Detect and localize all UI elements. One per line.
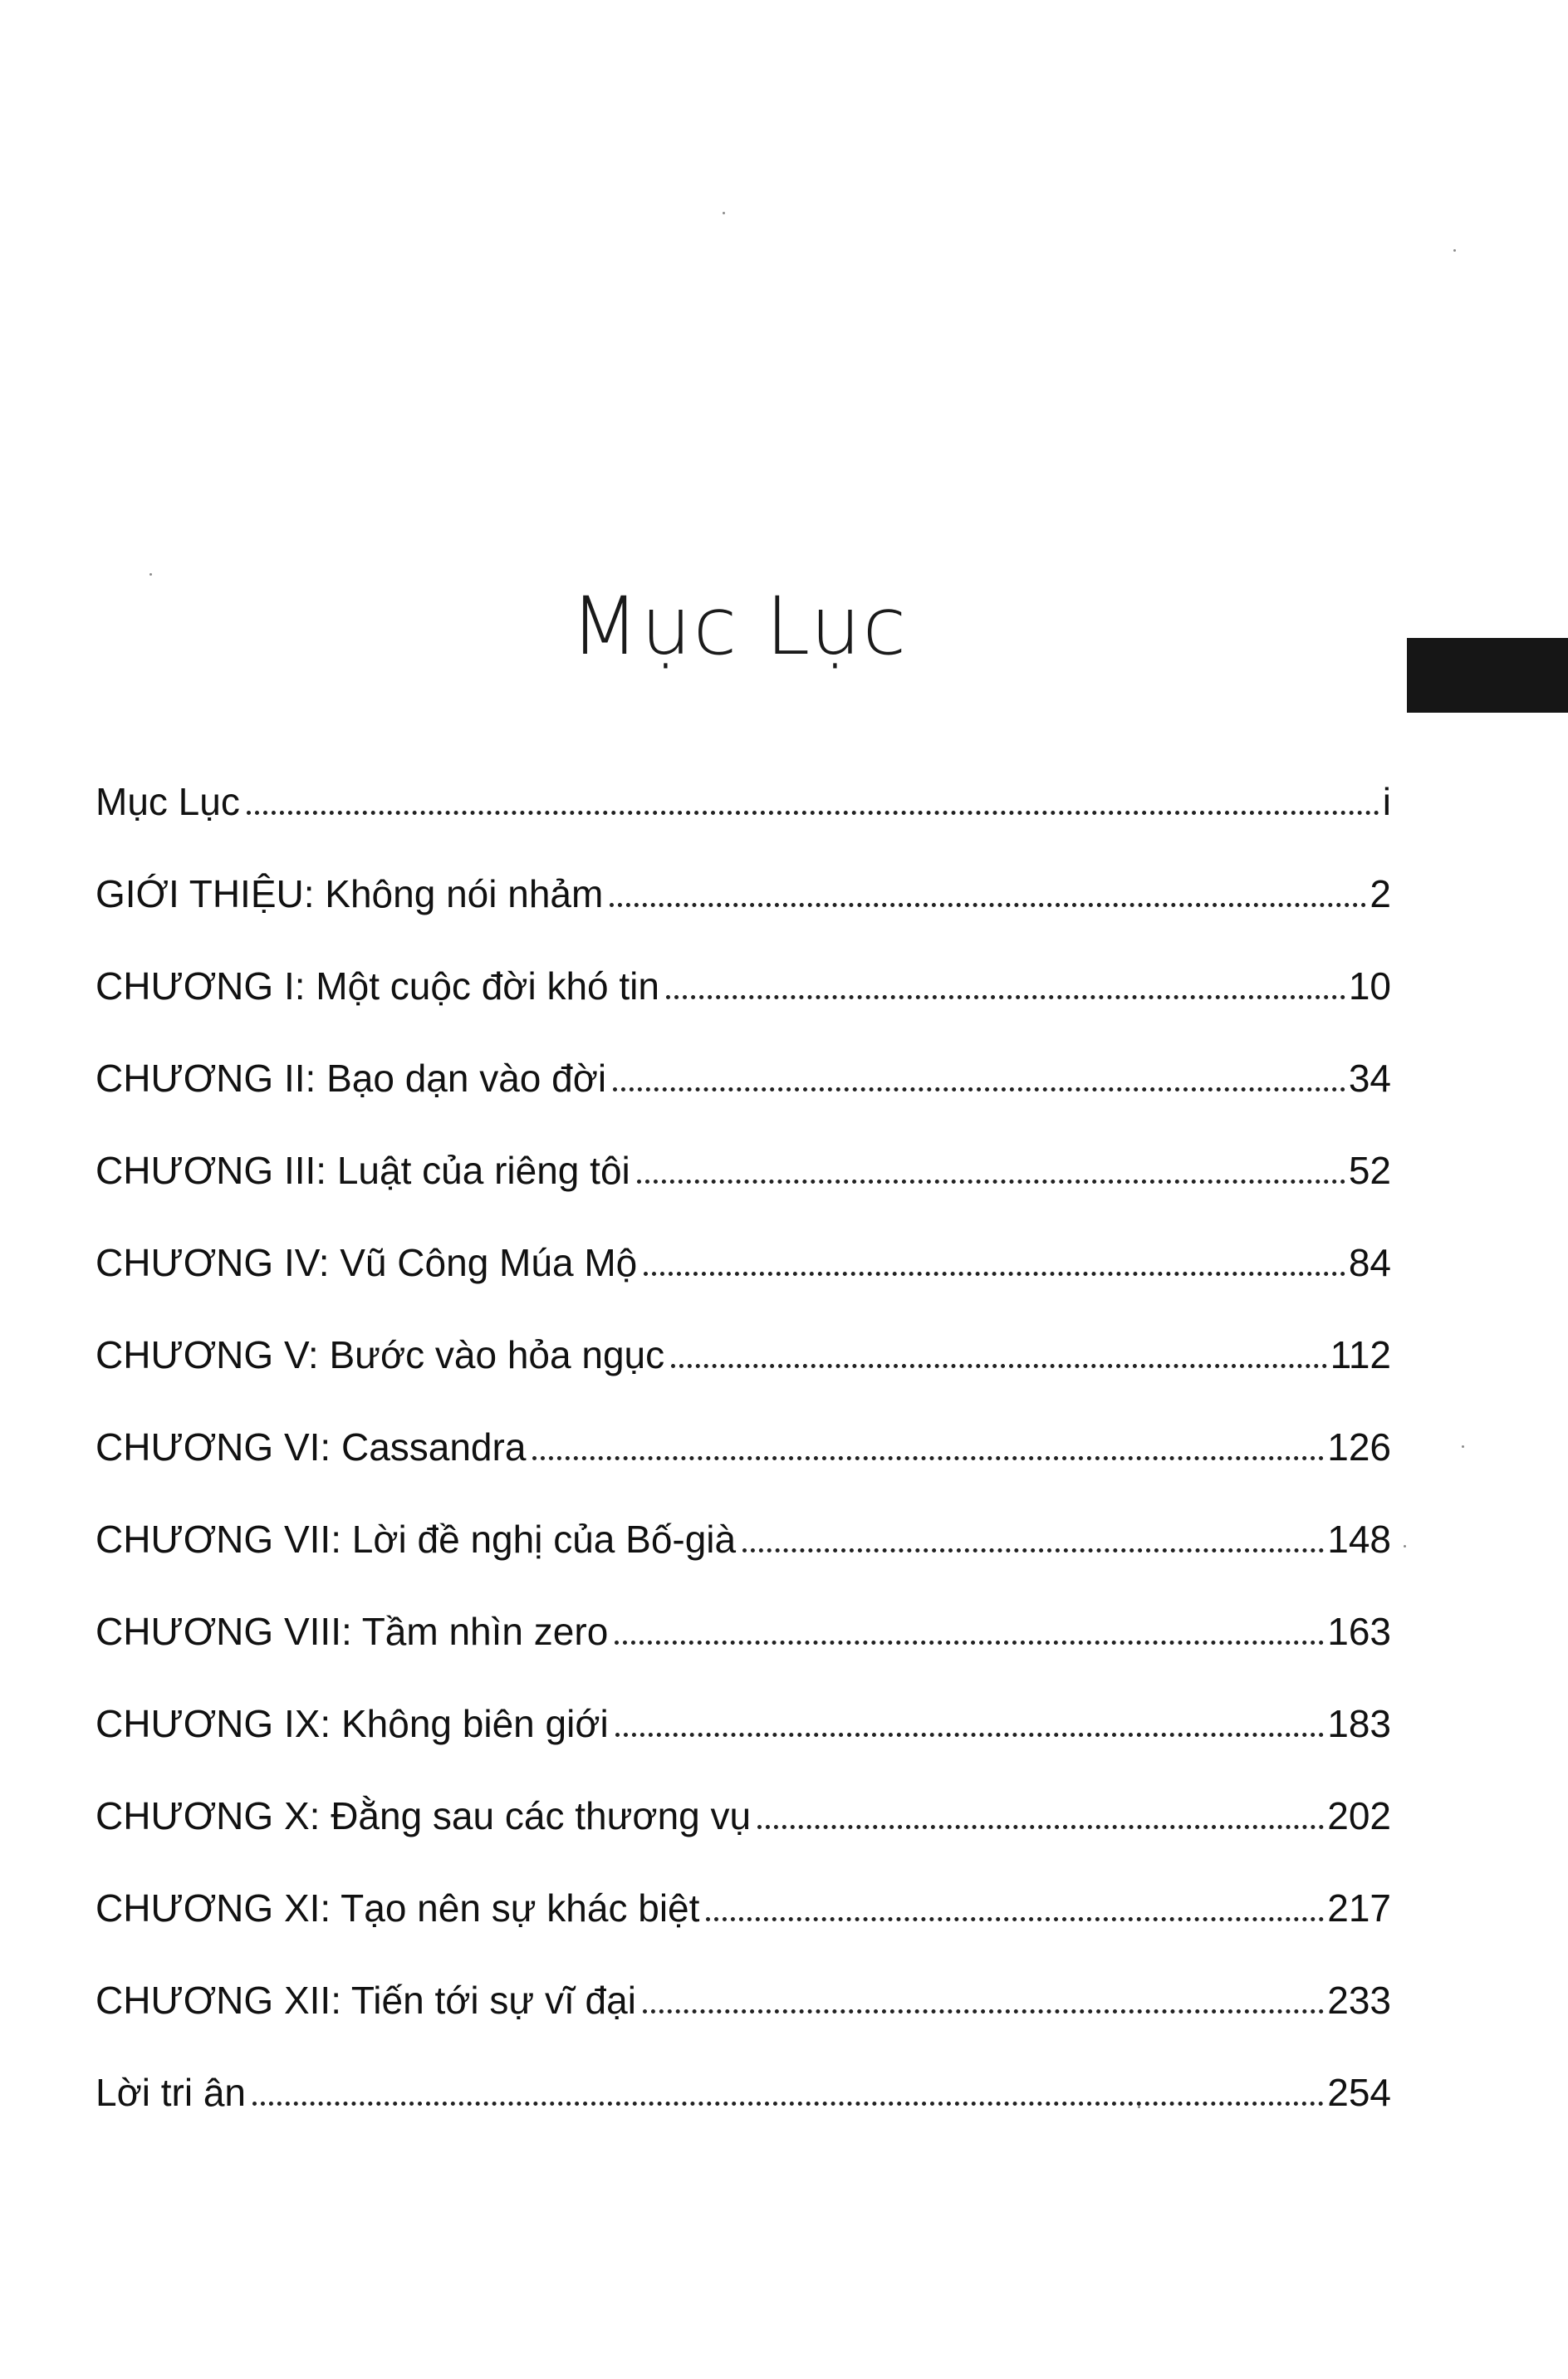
- toc-entry-chapter-5[interactable]: [96, 1309, 1391, 1401]
- toc-entry-label: CHƯƠNG II: Bạo dạn vào đời: [96, 1057, 607, 1100]
- toc-entry-contents[interactable]: [96, 756, 1391, 848]
- toc-entry-page: 217: [1327, 1886, 1391, 1930]
- dot-leader: [615, 1733, 1325, 1737]
- toc-entry-chapter-8[interactable]: [96, 1586, 1391, 1678]
- scan-speck: [723, 212, 725, 214]
- toc-entry-label: GIỚI THIỆU: Không nói nhảm: [96, 872, 604, 915]
- toc-entry-page: 52: [1348, 1149, 1391, 1192]
- toc-entry-chapter-10[interactable]: [96, 1770, 1391, 1862]
- toc-entry-chapter-1[interactable]: [96, 940, 1391, 1033]
- toc-entry-page: 2: [1370, 872, 1391, 915]
- toc-entry-chapter-4[interactable]: [96, 1217, 1391, 1309]
- scan-speck: [1138, 2106, 1140, 2108]
- toc-entry-chapter-11[interactable]: [96, 1862, 1391, 1955]
- toc-entry-page: 10: [1348, 964, 1391, 1008]
- toc-entry-acknowledgements[interactable]: [96, 2047, 1391, 2139]
- dot-leader: [613, 1087, 1345, 1091]
- toc-entry-label: CHƯƠNG IX: Không biên giới: [96, 1702, 609, 1745]
- toc-entry-label: CHƯƠNG III: Luật của riêng tôi: [96, 1149, 630, 1192]
- dot-leader: [666, 995, 1345, 999]
- dot-leader: [757, 1825, 1324, 1829]
- toc-entry-page: 254: [1327, 2071, 1391, 2114]
- dot-leader: [532, 1456, 1324, 1460]
- toc-entry-page: 148: [1327, 1518, 1391, 1561]
- scan-speck: [1453, 249, 1456, 252]
- toc-entry-page: 84: [1348, 1241, 1391, 1284]
- toc-entry-label: CHƯƠNG VI: Cassandra: [96, 1425, 527, 1469]
- toc-entry-label: CHƯƠNG XII: Tiến tới sự vĩ đại: [96, 1979, 636, 2022]
- dot-leader: [615, 1641, 1324, 1645]
- toc-entry-label: CHƯƠNG V: Bước vào hỏa ngục: [96, 1333, 665, 1376]
- toc-entry-page: 183: [1327, 1702, 1391, 1745]
- dot-leader: [252, 2102, 1324, 2106]
- table-of-contents: [96, 756, 1391, 2139]
- toc-entry-label: CHƯƠNG X: Đằng sau các thương vụ: [96, 1794, 752, 1837]
- toc-entry-page: 126: [1327, 1425, 1391, 1469]
- toc-entry-label: CHƯƠNG VII: Lời đề nghị của Bố-già: [96, 1518, 737, 1561]
- toc-entry-page: 34: [1348, 1057, 1391, 1100]
- toc-entry-label: CHƯƠNG I: Một cuộc đời khó tin: [96, 964, 659, 1008]
- toc-entry-label: Lời tri ân: [96, 2071, 247, 2114]
- toc-entry-page: 163: [1327, 1610, 1391, 1653]
- toc-entry-label: CHƯƠNG VIII: Tầm nhìn zero: [96, 1610, 609, 1653]
- dot-leader: [637, 1180, 1345, 1184]
- toc-entry-page: 112: [1330, 1333, 1391, 1376]
- toc-entry-chapter-6[interactable]: [96, 1401, 1391, 1494]
- toc-entry-chapter-2[interactable]: [96, 1033, 1391, 1125]
- scan-speck: [149, 573, 152, 576]
- dot-leader: [247, 811, 1379, 815]
- toc-entry-chapter-7[interactable]: [96, 1494, 1391, 1586]
- dot-leader: [610, 903, 1366, 907]
- toc-entry-page: 233: [1327, 1979, 1391, 2022]
- toc-entry-page: 202: [1327, 1794, 1391, 1837]
- toc-entry-chapter-12[interactable]: [96, 1955, 1391, 2047]
- toc-entry-page: i: [1382, 780, 1391, 823]
- toc-entry-label: CHƯƠNG IV: Vũ Công Múa Mộ: [96, 1241, 638, 1284]
- dot-leader: [644, 1272, 1345, 1276]
- toc-entry-label: CHƯƠNG XI: Tạo nên sự khác biệt: [96, 1886, 700, 1930]
- thumb-index-tab: [1407, 638, 1568, 713]
- dot-leader: [742, 1548, 1324, 1552]
- scan-speck: [1404, 1545, 1406, 1548]
- toc-entry-chapter-9[interactable]: [96, 1678, 1391, 1770]
- toc-entry-introduction[interactable]: [96, 848, 1391, 940]
- dot-leader: [643, 2009, 1324, 2014]
- toc-entry-chapter-3[interactable]: [96, 1125, 1391, 1217]
- page-title: Mục Lục: [570, 580, 909, 674]
- scan-speck: [1462, 1445, 1464, 1448]
- dot-leader: [671, 1364, 1327, 1368]
- dot-leader: [706, 1917, 1324, 1921]
- toc-entry-label: Mục Lục: [96, 780, 240, 823]
